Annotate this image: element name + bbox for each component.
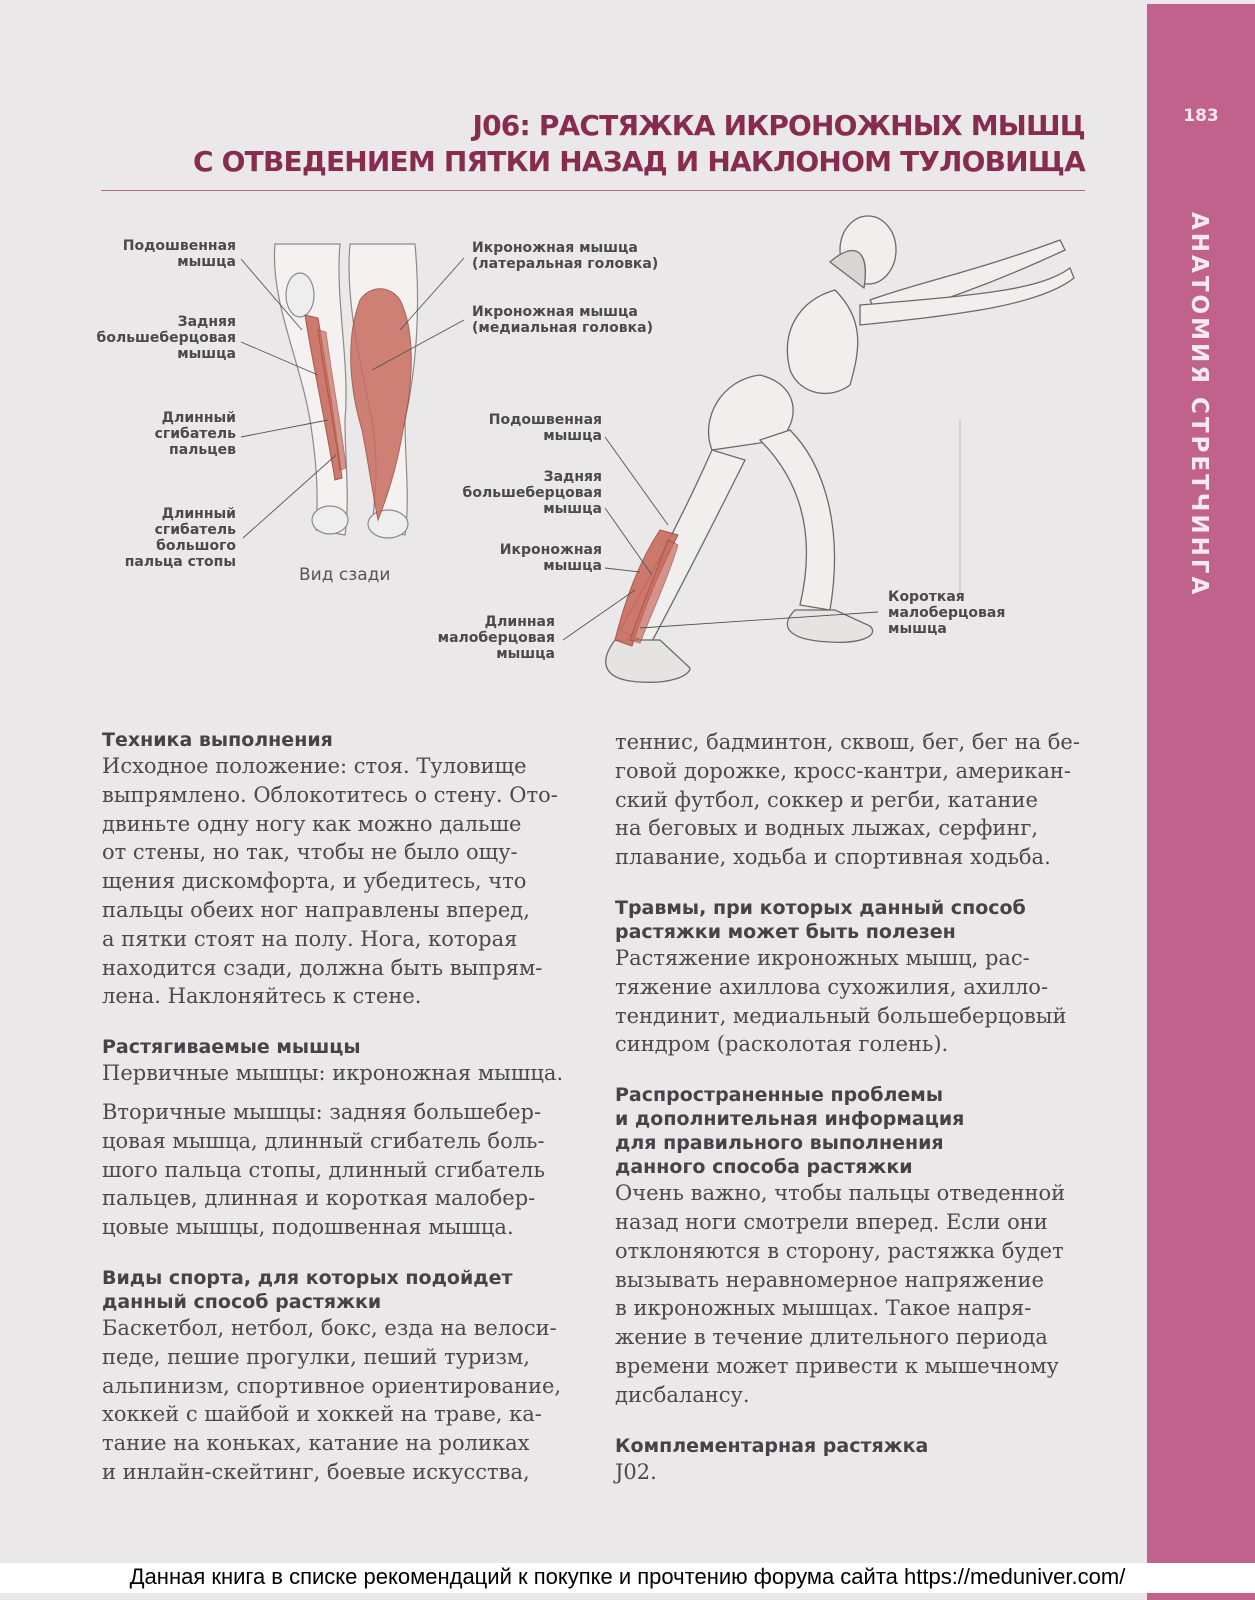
sports-continued-text: теннис, бадминтон, сквош, бег, бег на бе- говой дорожке, кросс-кантри, американ- ский футбол, соккер и регби, катание на беговых и водных лыжах, серфинг, плавание, ходьба и спортивная ходьба. bbox=[615, 730, 1080, 870]
label-flexor-hallucis: Длинный сгибатель большого пальца стопы bbox=[124, 506, 236, 570]
injuries-text: Растяжение икроножных мышц, рас- тяжение ахиллова сухожилия, ахилло- тендинит, медиальный большеберцовый синдром (расколотая голень). bbox=[615, 945, 1067, 1057]
label-peroneus-brevis: Короткая малоберцовая мышца bbox=[888, 589, 1006, 637]
page-number: 183 bbox=[1183, 106, 1219, 126]
figure-caption: Вид сзади bbox=[299, 565, 391, 585]
title-line-1: J06: РАСТЯЖКА ИКРОНОЖНЫХ МЫШЦ bbox=[472, 109, 1085, 142]
muscles-heading: Растягиваемые мышцы bbox=[102, 1036, 361, 1059]
title-line-2: С ОТВЕДЕНИЕМ ПЯТКИ НАЗАД И НАКЛОНОМ ТУЛОВИЩА bbox=[192, 145, 1085, 178]
complement-heading: Комплементарная растяжка bbox=[615, 1434, 929, 1457]
complement-text: J02. bbox=[615, 1459, 657, 1484]
label-peroneus-longus: Длинная малоберцовая мышца bbox=[437, 614, 555, 662]
footer-link-text[interactable]: Данная книга в списке рекомендаций к покупке и прочтению форума сайта https://meduniver.com/ bbox=[0, 1563, 1255, 1593]
label-gastroc-lateral: Икроножная мышца (латеральная головка) bbox=[472, 240, 659, 272]
secondary-muscles-text: Вторичные мышцы: задняя большебер- цовая мышца, длинный сгибатель боль- шого пальца стопы, длинный сгибатель пальцев, длинная и короткая малобер- цовые мышцы, подошвенная мышца. bbox=[102, 1099, 545, 1240]
label-tibialis-posterior-right: Задняя большеберцовая мышца bbox=[462, 469, 602, 517]
technique-heading: Техника выполнения bbox=[102, 729, 333, 751]
label-plantaris-left: Подошвенная мышца bbox=[122, 238, 236, 270]
sidebar-title: АНАТОМИЯ СТРЕТЧИНГА bbox=[1186, 212, 1212, 598]
sports-text: Баскетбол, нетбол, бокс, езда на велоси- педе, пешие прогулки, пеший туризм, альпинизм, спортивное ориентирование, хоккей с шайбой и хоккей на траве, ка- тание на коньках, катание на роликах и инлайн-скейтинг, боевые искусства, bbox=[102, 1315, 562, 1484]
injuries-heading: Травмы, при которых данный способ растяжки может быть полезен bbox=[615, 896, 1026, 943]
technique-text: Исходное положение: стоя. Туловище выпрямлено. Облокотитесь о стену. Ото- двиньте одну ногу как можно дальше от стены, но так, чтобы не было ощу- щения дискомфорта, и убедитесь, что пальцы обеих ног направлены вперед, а пятки стоят на полу. Нога, которая находится сзади, должна быть выпрям- лена. Наклоняйтесь к стене. bbox=[102, 754, 558, 1009]
primary-muscles-text: Первичные мышцы: икроножная мышца. bbox=[102, 1061, 564, 1086]
sports-heading: Виды спорта, для которых подойдет данный способ растяжки bbox=[102, 1266, 513, 1313]
left-column bbox=[102, 728, 582, 1487]
label-tibialis-posterior-left: Задняя большеберцовая мышца bbox=[96, 314, 236, 362]
label-gastroc-medial: Икроножная мышца (медиальная головка) bbox=[472, 304, 654, 336]
label-plantaris-right: Подошвенная мышца bbox=[488, 412, 602, 444]
label-flexor-digitorum: Длинный сгибатель пальцев bbox=[154, 410, 236, 458]
label-gastrocnemius: Икроножная мышца bbox=[499, 542, 602, 574]
problems-text: Очень важно, чтобы пальцы отведенной назад ноги смотрели вперед. Если они отклоняются в сторону, растяжка будет вызывать неравномерное напряжение в икроножных мышцах. Такое напря- жение в течение длительного периода времени может привести к мышечному дисбалансу. bbox=[615, 1181, 1066, 1407]
problems-heading: Распространенные проблемы и дополнительная информация для правильного выполнения данного способа растяжки bbox=[615, 1084, 965, 1179]
right-column bbox=[615, 728, 1095, 1486]
